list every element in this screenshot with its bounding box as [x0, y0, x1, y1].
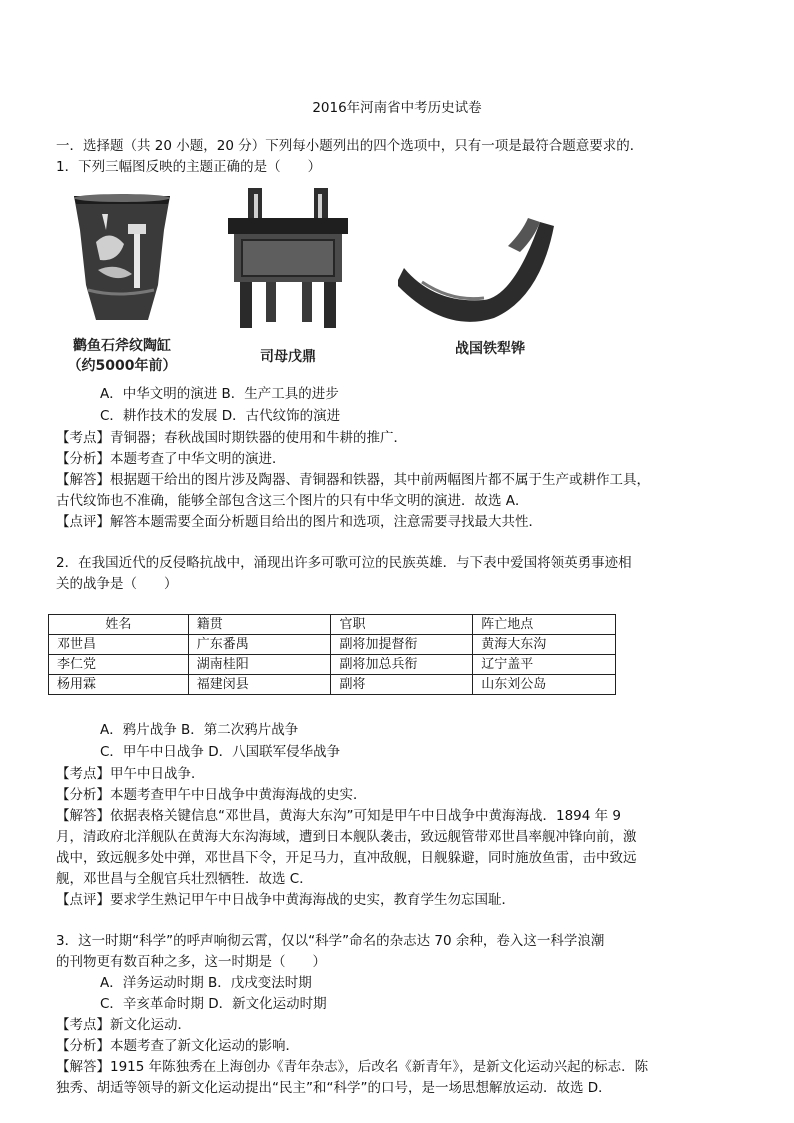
q2-dianping: 【点评】要求学生熟记甲午中日战争中黄海海战的史实，教育学生勿忘国耻． — [56, 892, 515, 908]
table-cell: 杨用霖 — [49, 675, 189, 695]
q1-options-cd: C．耕作技术的发展 D．古代纹饰的演进 — [100, 408, 341, 424]
q2-jieda-line2: 月，清政府北洋舰队在黄海大东沟海域，遭到日本舰队袭击，致远舰管带邓世昌率舰冲锋向前，激 — [56, 829, 637, 845]
page-title: 2016年河南省中考历史试卷 — [312, 100, 482, 116]
table-header-row — [49, 615, 616, 635]
q2-options-cd: C．甲午中日战争 D．八国联军侵华战争 — [100, 744, 341, 760]
q3-stem-line1: 3．这一时期“科学”的呼声响彻云霄，仅以“科学”命名的杂志达 70 余种，卷入这一科学浪潮 — [56, 933, 605, 949]
table-cell: 辽宁盖平 — [473, 655, 616, 675]
pottery-jar-icon — [62, 190, 182, 330]
figure1-subcaption: （约5000年前） — [67, 358, 177, 374]
q2-options-ab: A．鸦片战争 B．第二次鸦片战争 — [100, 722, 299, 738]
q2-stem-line1: 2．在我国近代的反侵略抗战中，涌现出许多可歌可泣的民族英雄．与下表中爱国将领英勇事迹相 — [56, 555, 632, 571]
table-cell: 福建闵县 — [188, 675, 331, 695]
table-cell: 李仁党 — [49, 655, 189, 675]
q2-jieda-line3: 战中，致远舰多处中弹，邓世昌下令，开足马力，直冲敌舰，日舰躲避，同时施放鱼雷，击中致远 — [56, 850, 637, 866]
q3-options-ab: A．洋务运动时期 B．戊戌变法时期 — [100, 975, 312, 991]
q1-stem: 1．下列三幅图反映的主题正确的是（ ） — [56, 159, 322, 175]
table-header-cell: 姓名 — [49, 615, 189, 635]
section-heading: 一．选择题（共 20 小题，20 分）下列每小题列出的四个选项中，只有一项是最符合题意要求的． — [56, 138, 644, 154]
q1-options-ab: A．中华文明的演进 B．生产工具的进步 — [100, 386, 339, 402]
table-cell: 湖南桂阳 — [188, 655, 331, 675]
q3-jieda-line1: 【解答】1915 年陈独秀在上海创办《青年杂志》，后改名《新青年》，是新文化运动兴起的标志．陈 — [56, 1059, 649, 1075]
q2-stem-line2: 关的战争是（ ） — [56, 576, 178, 592]
table-row — [49, 655, 616, 675]
table-row — [49, 635, 616, 655]
table-header-cell: 阵亡地点 — [473, 615, 616, 635]
q2-fenxi: 【分析】本题考查甲午中日战争中黄海海战的史实． — [56, 787, 367, 803]
table-cell: 副将加提督衔 — [331, 635, 473, 655]
q2-jieda-line4: 舰，邓世昌与全舰官兵壮烈牺牲．故选 C． — [56, 871, 313, 887]
generals-table — [48, 614, 616, 695]
q3-options-cd: C．辛亥革命时期 D．新文化运动时期 — [100, 996, 327, 1012]
table-row — [49, 675, 616, 695]
q1-jieda-line1: 【解答】根据题干给出的图片涉及陶器、青铜器和铁器，其中前两幅图片都不属于生产或耕作工具， — [56, 472, 650, 488]
table-cell: 黄海大东沟 — [473, 635, 616, 655]
q2-jieda-line1: 【解答】依据表格关键信息“邓世昌，黄海大东沟”可知是甲午中日战争中黄海海战．1894 年 9 — [56, 808, 622, 824]
q2-kaodian: 【考点】甲午中日战争． — [56, 766, 205, 782]
table-cell: 广东番禺 — [188, 635, 331, 655]
figure2-caption: 司母戊鼎 — [260, 349, 316, 365]
table-cell: 山东刘公岛 — [473, 675, 616, 695]
q1-dianping: 【点评】解答本题需要全面分析题目给出的图片和选项，注意需要寻找最大共性． — [56, 514, 542, 530]
table-cell: 副将加总兵衔 — [331, 655, 473, 675]
q1-kaodian: 【考点】青铜器；春秋战国时期铁器的使用和牛耕的推广． — [56, 430, 407, 446]
iron-plow-icon — [398, 212, 558, 322]
q3-jieda-line2: 独秀、胡适等领导的新文化运动提出“民主”和“科学”的口号，是一场思想解放运动．故选 D． — [56, 1080, 612, 1096]
q1-fenxi: 【分析】本题考查了中华文明的演进． — [56, 451, 286, 467]
q3-fenxi: 【分析】本题考查了新文化运动的影响． — [56, 1038, 299, 1054]
figure1-caption: 鹳鱼石斧纹陶缸 — [73, 338, 171, 354]
figure3-caption: 战国铁犁铧 — [455, 341, 525, 357]
table-cell: 邓世昌 — [49, 635, 189, 655]
table-header-cell: 官职 — [331, 615, 473, 635]
q1-jieda-line2: 古代纹饰也不准确，能够全部包含这三个图片的只有中华文明的演进．故选 A． — [56, 493, 529, 509]
q3-stem-line2: 的刊物更有数百种之多，这一时期是（ ） — [56, 954, 326, 970]
bronze-ding-icon — [218, 184, 358, 334]
q3-kaodian: 【考点】新文化运动． — [56, 1017, 191, 1033]
table-cell: 副将 — [331, 675, 473, 695]
table-header-cell: 籍贯 — [188, 615, 331, 635]
